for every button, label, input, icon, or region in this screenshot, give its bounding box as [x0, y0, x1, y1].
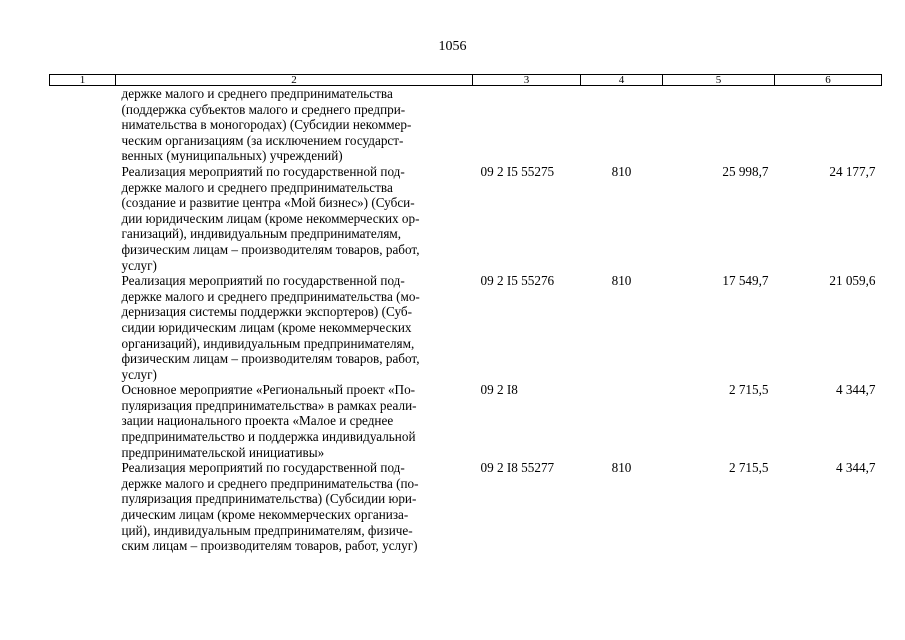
- description-line: предпринимательской инициативы»: [121, 444, 325, 460]
- row-code: 09 2 I5 55276: [480, 273, 555, 289]
- column-header-5: 5: [663, 75, 775, 86]
- row-code: [473, 86, 581, 164]
- row-number-cell: [50, 273, 116, 382]
- table-row: [50, 460, 882, 554]
- table-row: [50, 273, 882, 382]
- description-line: пуляризация предпринимательства) (Субсидии юри-: [121, 491, 417, 507]
- row-number-cell: [50, 164, 116, 273]
- column-header-2: 2: [116, 75, 473, 86]
- description-line: нимательства в моногородах) (Субсидии некоммер-: [121, 117, 412, 133]
- description-line: услуг): [121, 366, 157, 382]
- row-description: [116, 382, 473, 460]
- row-number-cell: [50, 86, 116, 164]
- row-number-cell: [50, 460, 116, 554]
- row-sum-1: 25 998,7: [722, 163, 769, 179]
- description-line: держке малого и среднего предпринимательства: [121, 179, 393, 195]
- row-description: [116, 273, 473, 382]
- description-line: венных (муниципальных) учреждений): [121, 148, 343, 164]
- column-header-1: 1: [50, 75, 116, 86]
- row-expense-type: [581, 382, 663, 460]
- row-number-cell: [50, 382, 116, 460]
- description-line: Основное мероприятие «Региональный проект «По-: [121, 382, 416, 398]
- description-line: держке малого и среднего предпринимательства: [121, 86, 393, 101]
- budget-table: [49, 74, 882, 554]
- row-sum-1: [663, 86, 775, 164]
- description-line: Реализация мероприятий по государственной под-: [121, 460, 405, 476]
- table-row: [50, 382, 882, 460]
- row-sum-1: 17 549,7: [722, 273, 769, 289]
- page-number: 1056: [438, 39, 467, 54]
- description-line: держке малого и среднего предпринимательства (мо-: [121, 288, 420, 304]
- column-header-6: 6: [775, 75, 882, 86]
- row-expense-type: 810: [611, 460, 632, 476]
- description-line: дернизация системы поддержки экспортеров) (Суб-: [121, 304, 412, 320]
- description-line: предпринимательство и поддержка индивидуальной: [121, 429, 416, 445]
- row-expense-type: 810: [611, 273, 632, 289]
- row-code: 09 2 I8 55277: [480, 460, 555, 476]
- row-description: [116, 164, 473, 273]
- description-line: ческим организациям (за исключением государст-: [121, 132, 404, 148]
- description-line: ганизаций), индивидуальным предпринимателям,: [121, 226, 402, 242]
- column-header-3: 3: [473, 75, 581, 86]
- row-sum-2: 4 344,7: [835, 460, 876, 476]
- header-row: [50, 75, 882, 86]
- description-line: услуг): [121, 257, 157, 273]
- row-sum-2: 4 344,7: [835, 382, 876, 398]
- description-line: физическим лицам – производителям товаров, работ,: [121, 241, 420, 257]
- row-sum-1: 2 715,5: [728, 382, 769, 398]
- description-line: пуляризация предпринимательства» в рамках реали-: [121, 397, 417, 413]
- column-header-4: 4: [581, 75, 663, 86]
- description-line: сидии юридическим лицам (кроме некоммерческих: [121, 319, 412, 335]
- row-description: [116, 460, 473, 554]
- row-code: 09 2 I5 55275: [480, 163, 555, 179]
- description-line: ским лицам – производителям товаров, работ, услуг): [121, 538, 418, 554]
- table-row: [50, 164, 882, 273]
- description-line: дическим лицам (кроме некоммерческих организа-: [121, 507, 409, 523]
- description-line: ций), индивидуальным предпринимателям, физиче-: [121, 522, 413, 538]
- description-line: дии юридическим лицам (кроме некоммерческих ор-: [121, 210, 420, 226]
- row-description: [116, 86, 473, 164]
- description-line: зации национального проекта «Малое и среднее: [121, 413, 394, 429]
- description-line: Реализация мероприятий по государственной под-: [121, 163, 405, 179]
- row-sum-1: 2 715,5: [728, 460, 769, 476]
- description-line: держке малого и среднего предпринимательства (по-: [121, 475, 419, 491]
- table-row: [50, 86, 882, 164]
- row-code: 09 2 I8: [480, 382, 518, 398]
- row-expense-type: 810: [611, 163, 632, 179]
- description-line: физическим лицам – производителям товаров, работ,: [121, 351, 420, 367]
- description-line: Реализация мероприятий по государственной под-: [121, 273, 405, 289]
- description-line: (создание и развитие центра «Мой бизнес») (Субси-: [121, 195, 415, 211]
- row-sum-2: 21 059,6: [829, 273, 876, 289]
- row-expense-type: [581, 86, 663, 164]
- row-sum-2: [775, 86, 882, 164]
- row-sum-2: 24 177,7: [829, 163, 876, 179]
- description-line: (поддержка субъектов малого и среднего предпри-: [121, 101, 406, 117]
- description-line: организаций), индивидуальным предпринимателям,: [121, 335, 415, 351]
